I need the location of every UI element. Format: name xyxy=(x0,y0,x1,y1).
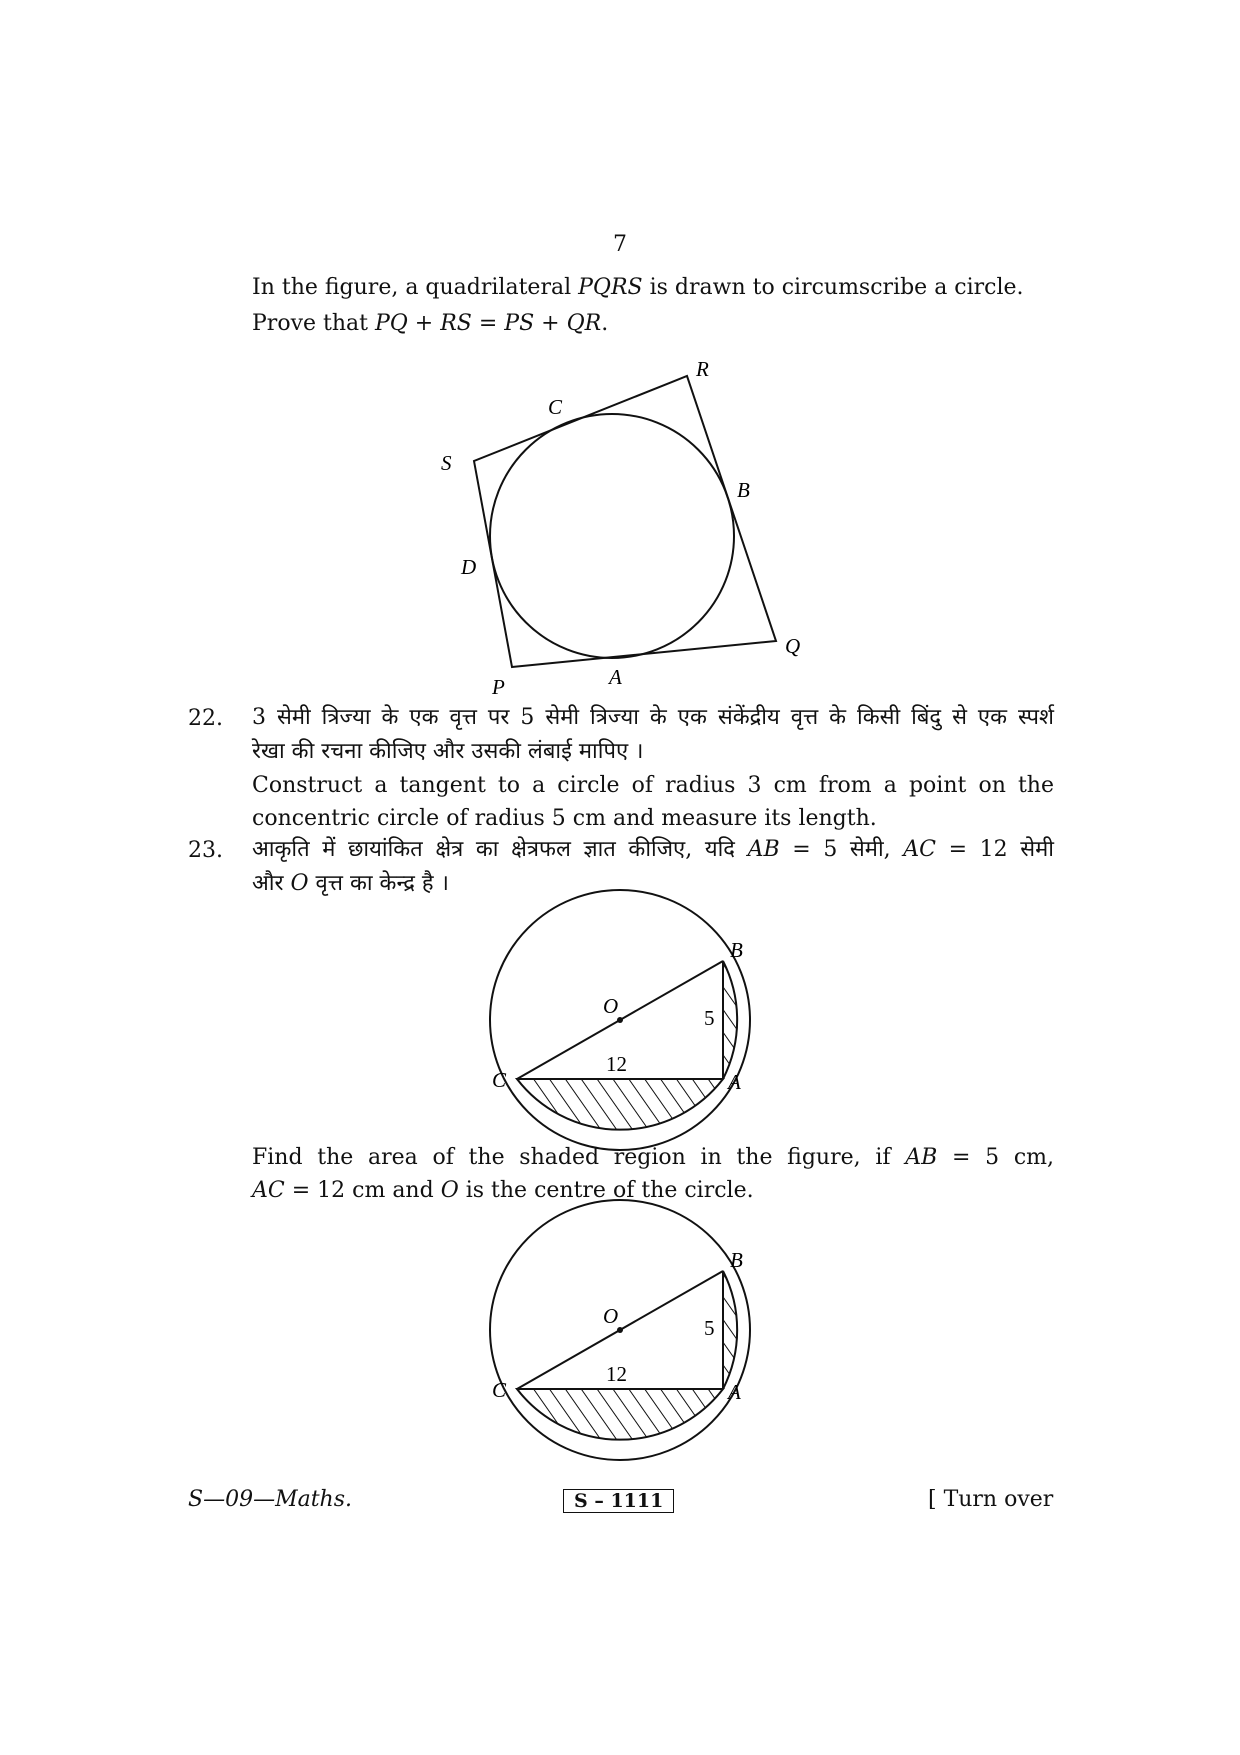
label-c: C xyxy=(492,1378,507,1402)
length-ac: 12 xyxy=(606,1362,627,1386)
label-o: O xyxy=(603,1304,619,1328)
q23-english-line2: AC = 12 cm and O is the centre of the circle. xyxy=(252,1178,754,1203)
quadrilateral-pqrs xyxy=(474,376,776,667)
q22-hindi-line2: रेखा की रचना कीजिए और उसकी लंबाई मापिए । xyxy=(252,739,644,764)
paper-code: S – 1111 xyxy=(563,1489,674,1513)
vertex-label-p: P xyxy=(492,675,505,699)
length-ab: 5 xyxy=(704,1316,715,1340)
q22-english-line2: concentric circle of radius 5 cm and measure its length. xyxy=(252,806,877,831)
q22-hindi-line1: 3 सेमी त्रिज्या के एक वृत्त पर 5 सेमी त्रिज्या के एक संकेंद्रीय वृत्त के किसी बिंदु से एक स्पर्श xyxy=(252,705,1054,730)
turn-over-text: [ Turn over xyxy=(928,1487,1054,1512)
label-b: B xyxy=(730,1248,743,1272)
shaded-segment-bottom xyxy=(517,1079,723,1130)
label-a: A xyxy=(728,1070,741,1094)
q22-english-line1: Construct a tangent to a circle of radius 3 cm from a point on the xyxy=(252,773,1054,798)
label-a: A xyxy=(728,1380,741,1404)
length-ab: 5 xyxy=(704,1006,715,1030)
q22-number: 22. xyxy=(188,706,223,731)
length-ac: 12 xyxy=(606,1052,627,1076)
tangent-label-c: C xyxy=(548,395,563,419)
q21-statement-line2: Prove that PQ + RS = PS + QR. xyxy=(252,311,609,336)
circle-figure-english xyxy=(480,1200,780,1462)
tangent-label-d: D xyxy=(461,555,477,579)
label-b: B xyxy=(730,938,743,962)
q23-number: 23. xyxy=(188,838,223,863)
vertex-label-r: R xyxy=(696,357,709,381)
vertex-label-s: S xyxy=(441,451,452,475)
q23-english-line1: Find the area of the shaded region in the figure, if AB = 5 cm, xyxy=(252,1145,1054,1170)
q23-hindi-line2: और O वृत्त का केन्द्र है । xyxy=(252,871,449,896)
label-o: O xyxy=(603,994,619,1018)
footer-subject: S—09—Maths. xyxy=(188,1487,353,1512)
shaded-segment-bottom xyxy=(517,1389,723,1440)
shaded-segment-right xyxy=(723,1271,737,1389)
vertex-label-q: Q xyxy=(785,634,801,658)
tangent-label-b: B xyxy=(737,478,750,502)
footer-code-box xyxy=(563,1488,674,1514)
q21-statement-line1: In the figure, a quadrilateral PQRS is drawn to circumscribe a circle. xyxy=(252,275,1024,300)
label-c: C xyxy=(492,1068,507,1092)
q23-hindi-line1: आकृति में छायांकित क्षेत्र का क्षेत्रफल ज्ञात कीजिए, यदि AB = 5 सेमी, AC = 12 सेमी xyxy=(252,837,1054,862)
circle-figure-hindi xyxy=(480,890,780,1152)
inscribed-circle xyxy=(490,414,734,658)
tangent-label-a: A xyxy=(609,665,622,689)
page-number: 7 xyxy=(613,232,627,257)
shaded-segment-right xyxy=(723,961,737,1079)
